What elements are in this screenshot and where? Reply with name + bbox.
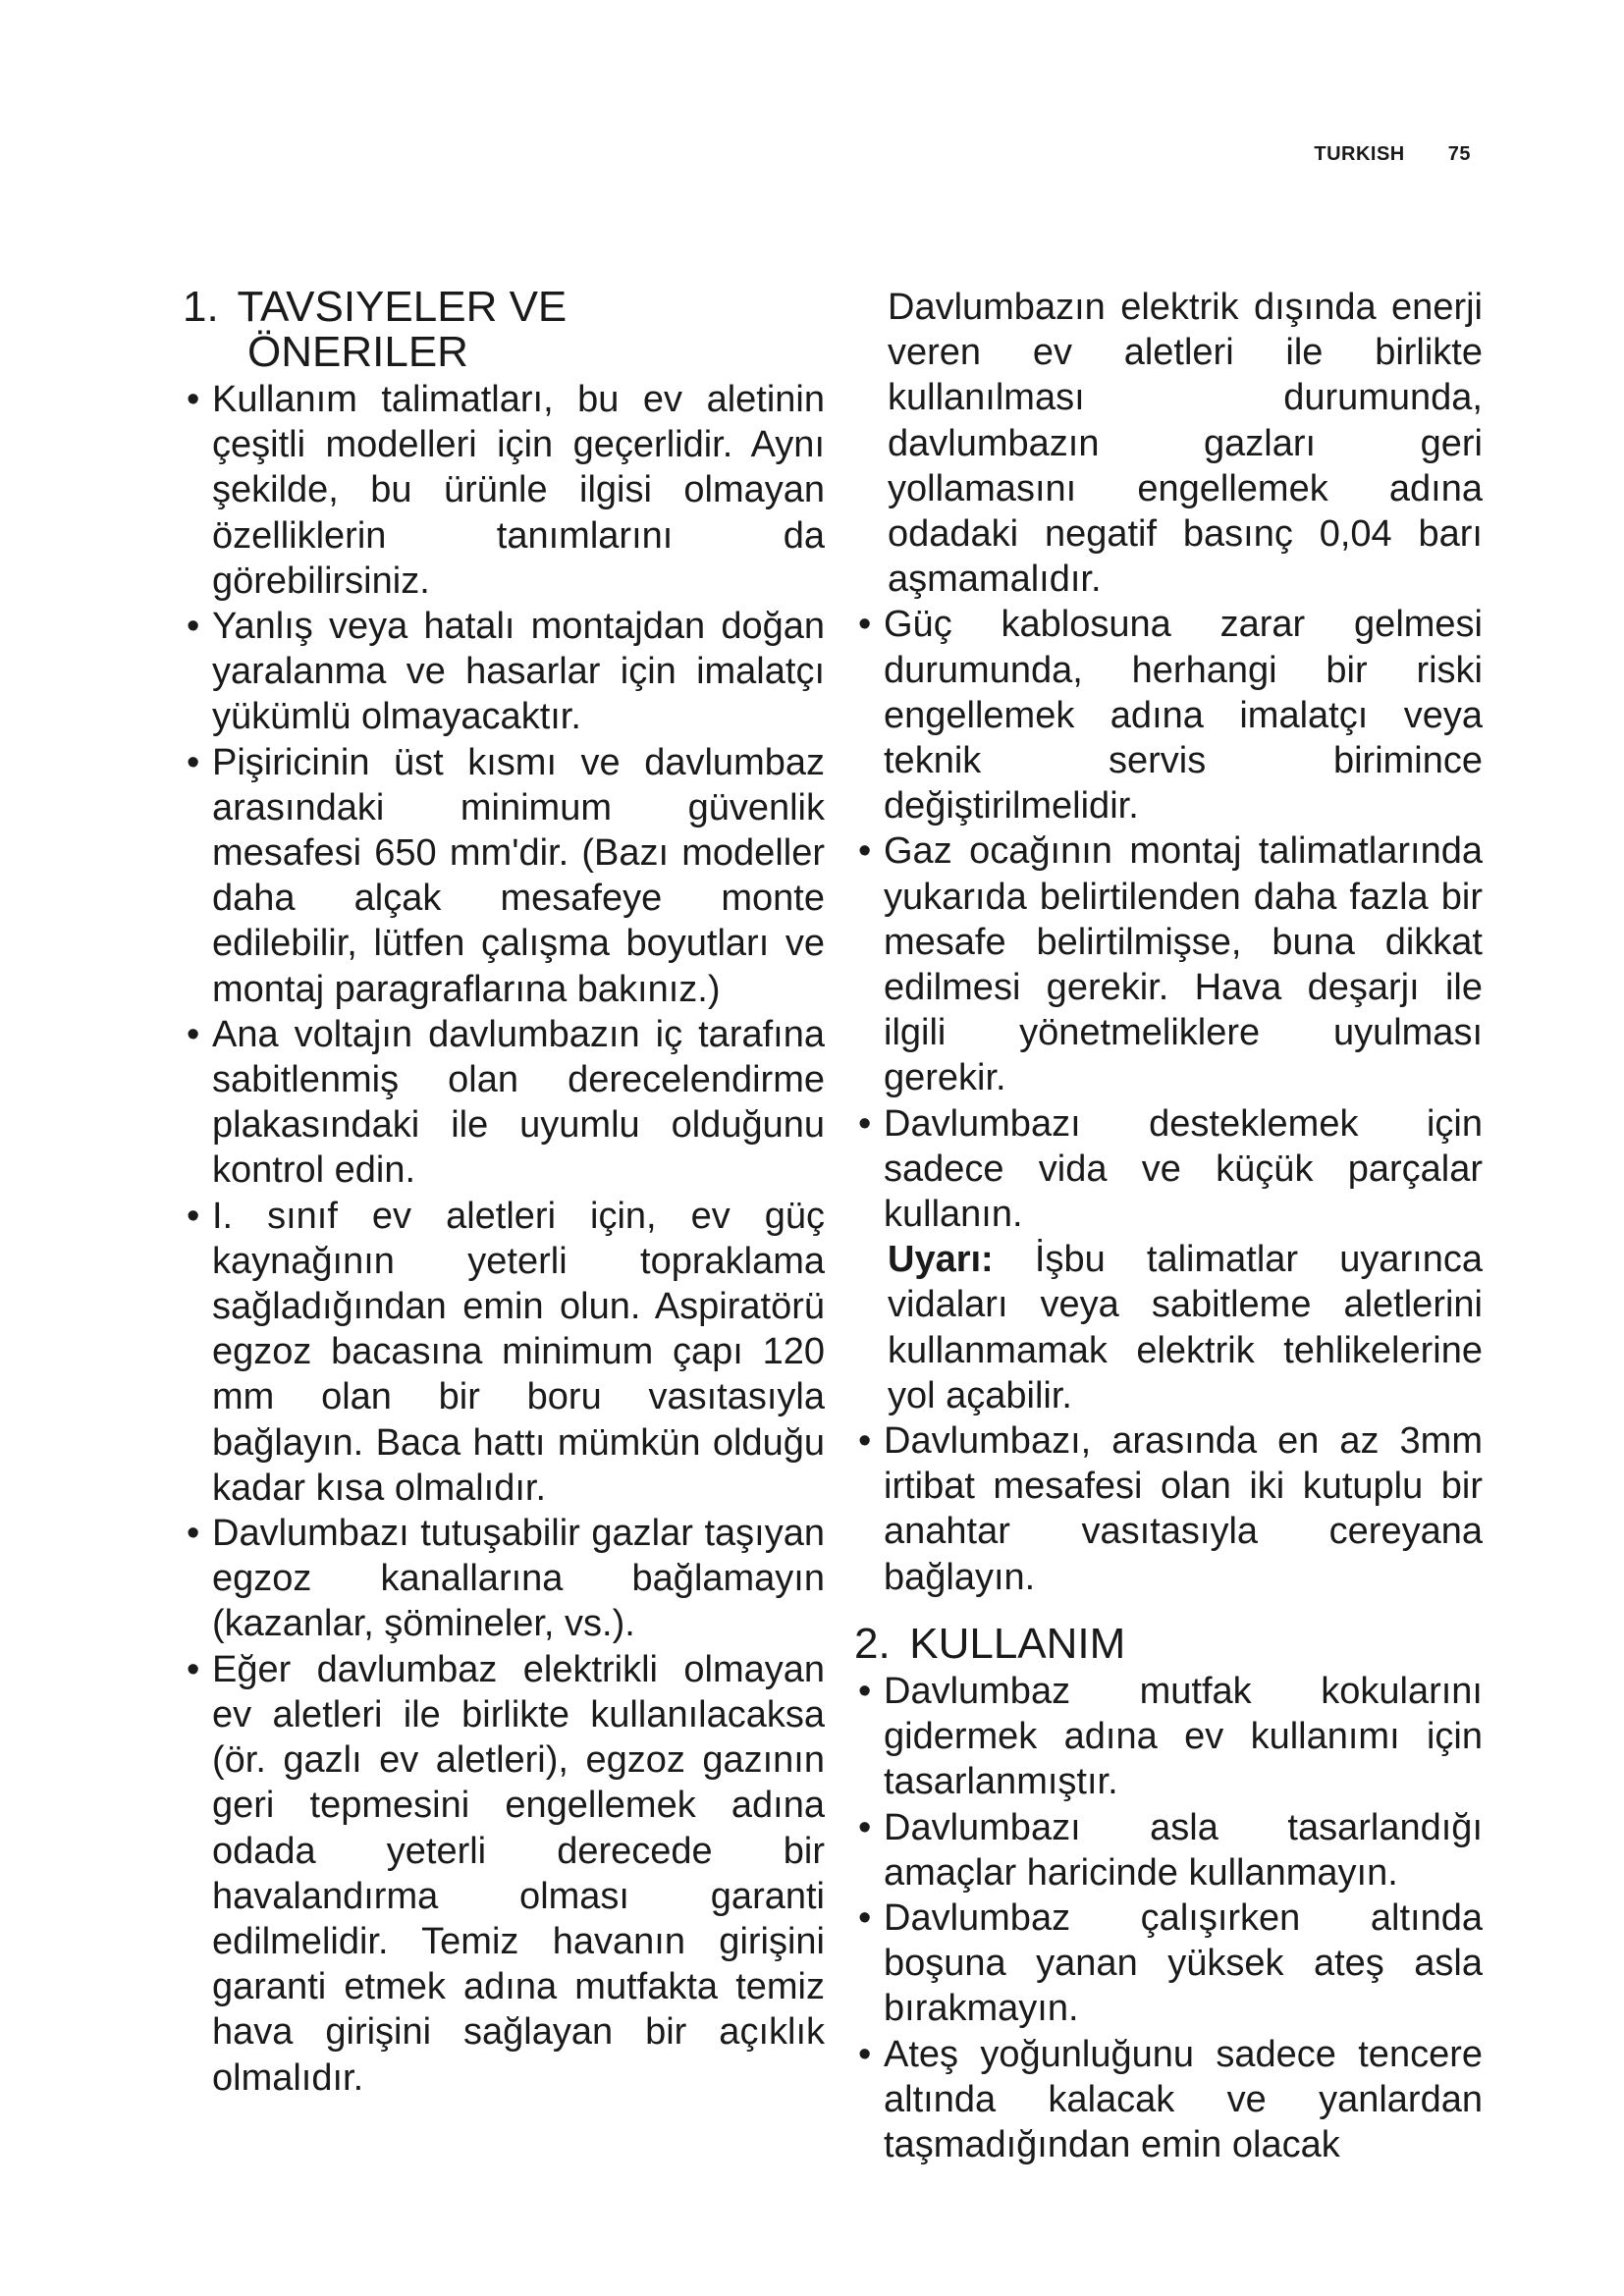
list-item-text: Davlumbaz mutfak kokularını gidermek adına ev kullanımı için tasarlanmıştır.: [884, 1670, 1483, 1803]
bullet: •: [858, 830, 872, 873]
bullet: •: [187, 379, 200, 420]
bullet: •: [858, 1896, 872, 1939]
section-1-title-line1: TAVSIYELER VE: [237, 283, 568, 331]
section-1-title-line2: ÖNERILER: [247, 328, 468, 376]
right-column: [854, 285, 1483, 2167]
list-item: [854, 1896, 1483, 2032]
warning-note: [854, 1237, 1483, 1418]
page-header: [1314, 143, 1471, 166]
section-2-heading: [854, 1619, 1483, 1668]
list-item: [183, 1647, 825, 2101]
list-item-text: I. sınıf ev aletleri için, ev güç kaynağının yeterli topraklama sağladığından emin olun. Aspiratörü egzoz bacasına minimum çapı 120 mm olan bir boru vasıtasıyla bağlayın. Baca hattı mümkün olduğu kadar kısa olmalıdır.: [212, 1195, 825, 1509]
warning-text: İşbu talimatlar uyarınca vidaları veya sabitleme aletlerini kullanmamak elektrik tehlikelerine yol açabilir.: [888, 1239, 1483, 1416]
list-item-text: Yanlış veya hatalı montajdan doğan yaralanma ve hasarlar için imalatçı yükümlü olmayacaktır.: [212, 606, 825, 738]
section-1-heading: [183, 285, 825, 375]
bullet: •: [187, 606, 200, 648]
list-item: [854, 828, 1483, 1100]
list-item-text: Pişiricinin üst kısmı ve davlumbaz arasındaki minimum güvenlik mesafesi 650 mm'dir. (Bazı modeller daha alçak mesafeye monte edilebilir, lütfen çalışma boyutları ve montaj paragraflarına bakınız.): [212, 741, 825, 1010]
bullet: •: [187, 741, 200, 783]
list-item: [854, 1805, 1483, 1896]
list-item: [183, 604, 825, 740]
left-column: [183, 285, 825, 2101]
list-item: [183, 740, 825, 1012]
section-2-title: KULLANIM: [909, 1619, 1126, 1668]
list-item-text: Güç kablosuna zarar gelmesi durumunda, herhangi bir riski engellemek adına imalatçı veya teknik servis birimince değiştirilmelidir.: [884, 604, 1483, 828]
list-item-text: Kullanım talimatları, bu ev aletinin çeşitli modelleri için geçerlidir. Aynı şekilde, bu ürünle ilgisi olmayan özelliklerin tanımlarını da görebilirsiniz.: [212, 379, 825, 602]
section-2-number: 2.: [854, 1619, 891, 1668]
bullet: •: [187, 1013, 200, 1055]
list-item: [854, 1669, 1483, 1805]
bullet: •: [858, 604, 872, 646]
warning-label: Uyarı:: [888, 1239, 994, 1281]
page-number: 75: [1447, 143, 1471, 165]
bullet: •: [187, 1195, 200, 1237]
bullet: •: [187, 1648, 200, 1690]
list-item-text: Eğer davlumbaz elektrikli olmayan ev aletleri ile birlikte kullanılacaksa (ör. gazlı ev aletleri), egzoz gazının geri tepmesini engellemek adına odada yeterli derecede bir havalandırma olması garanti edilmelidir. Temiz havanın girişini garanti etmek adına mutfakta temiz hava girişini sağlayan bir açıklık olmalıdır.: [212, 1648, 825, 2099]
section-1-number: 1.: [183, 283, 219, 331]
bullet: •: [858, 1806, 872, 1848]
continued-paragraph: Davlumbazın elektrik dışında enerji veren ev aletleri ile birlikte kullanılması durumunda, davlumbazın gazları geri yollamasını engellemek adına odadaki negatif basınç 0,04 barı aşmamalıdır.: [888, 287, 1483, 601]
list-item-text: Ana voltajın davlumbazın iç tarafına sabitlenmiş olan derecelendirme plakasındaki ile uyumlu olduğunu kontrol edin.: [212, 1013, 825, 1192]
bullet: •: [858, 1420, 872, 1463]
list-item: [183, 1511, 825, 1647]
list-item: [854, 2032, 1483, 2168]
bullet: •: [858, 1670, 872, 1712]
list-item-text: Gaz ocağının montaj talimatlarında yukarıda belirtilenden daha fazla bir mesafe belirtilmişse, buna dikkat edilmesi gerekir. Hava deşarjı ile ilgili yönetmeliklere uyulması gerekir.: [884, 830, 1483, 1099]
list-item-text: Davlumbazı, arasında en az 3mm irtibat mesafesi olan iki kutuplu bir anahtar vasıtasıyla cereyana bağlayın.: [884, 1420, 1483, 1598]
list-item-text: Davlumbazı tutuşabilir gazlar taşıyan egzoz kanallarına bağlamayın (kazanlar, şömineler, vs.).: [212, 1513, 825, 1645]
list-item: [854, 1101, 1483, 1238]
list-item-text: Davlumbaz çalışırken altında boşuna yanan yüksek ateş asla bırakmayın.: [884, 1896, 1483, 2030]
list-item-text: Davlumbazı asla tasarlandığı amaçlar haricinde kullanmayın.: [884, 1806, 1483, 1894]
list-item-text: Ateş yoğunluğunu sadece tencere altında kalacak ve yanlardan taşmadığından emin olacak: [884, 2033, 1483, 2165]
language-label: TURKISH: [1314, 143, 1405, 165]
list-item: [183, 1012, 825, 1194]
bullet: •: [858, 2033, 872, 2075]
list-item: [854, 602, 1483, 828]
list-item: [854, 1418, 1483, 1600]
list-item: [183, 1194, 825, 1511]
bullet: •: [858, 1102, 872, 1145]
list-item: [183, 377, 825, 604]
list-item-text: Davlumbazı desteklemek için sadece vida ve küçük parçalar kullanın.: [884, 1102, 1483, 1236]
bullet: •: [187, 1513, 200, 1555]
